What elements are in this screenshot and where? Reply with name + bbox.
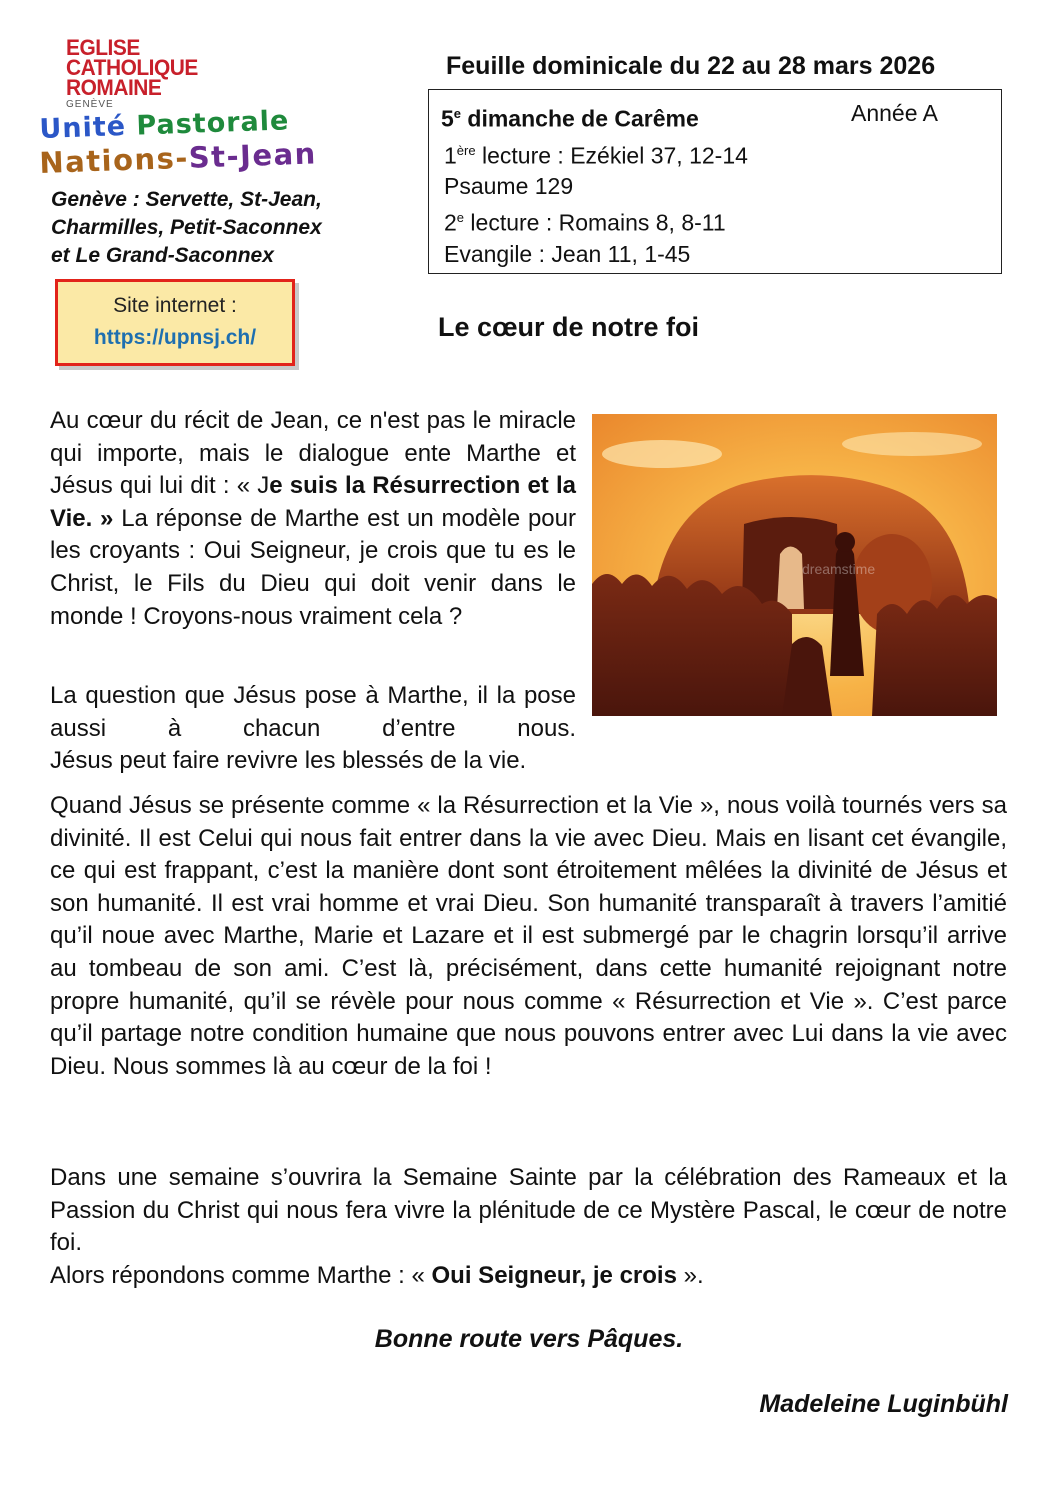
gospel: Evangile : Jean 11, 1-45 (444, 240, 691, 267)
logo-unit-word2: Pastorale (135, 105, 290, 142)
lazarus (777, 547, 804, 610)
p5-text-a: Alors répondons comme Marthe : « (50, 1262, 432, 1289)
closing-line: Bonne route vers Pâques. (374, 1325, 684, 1353)
sunday-num: 5 (441, 105, 454, 132)
logo-unit-word4: St-Jean (188, 136, 318, 175)
reading1-num: 1 (444, 142, 457, 169)
places-line1: Genève : Servette, St-Jean, (51, 188, 322, 211)
logo-unit-word3: Nations- (38, 140, 190, 180)
paragraph-1 (50, 405, 576, 633)
p1-text-b: La réponse de Marthe est un modèle pour les croyants : Oui Seigneur, je crois que tu es le Christ, le Fils du Dieu qui doit venir dans le monde ! Croyons-nous vraiment cela ? (50, 504, 576, 630)
paragraph-2 (50, 680, 576, 745)
paragraph-4 (50, 1162, 1007, 1260)
p1-text-a: Au cœur du récit de Jean, ce n'est pas le miracle qui importe, mais le dialogue ente Marthe et Jésus qui lui dit : « J (50, 407, 576, 500)
watermark: dreamstime (802, 561, 876, 577)
p5-bold: Oui Seigneur, je crois (431, 1262, 677, 1289)
reading-1 (441, 135, 1001, 172)
resurrection-illustration (592, 414, 997, 716)
p1-bold: e suis la Résurrection et la Vie. » (50, 472, 577, 532)
cloud (842, 432, 982, 456)
paragraph-3 (50, 790, 1007, 1083)
article-title: Le cœur de notre foi (438, 312, 700, 342)
psalm: Psaume 129 (444, 173, 574, 200)
places-line2: Charmilles, Petit-Saconnex (51, 216, 322, 239)
jesus-head (835, 532, 855, 552)
logo-unit-word1: Unité (38, 110, 127, 145)
sunday-row (441, 98, 1001, 135)
website-box (55, 279, 295, 366)
website-link[interactable]: https://upnsj.ch/ (93, 326, 257, 349)
signature: Madeleine Luginbühl (759, 1390, 1008, 1418)
church-logo (66, 35, 266, 111)
paragraph-2-end: Jésus peut faire revivre les blessés de la vie. (50, 747, 527, 774)
p4-text: Dans une semaine s’ouvrira la Semaine Sainte par la célébration des Rameaux et la Passion du Christ qui nous fera vivre la plénitude de ce Mystère Pascal, le cœur de notre foi. (50, 1164, 1007, 1257)
places-line3: et Le Grand-Saconnex (51, 244, 274, 267)
cloud (602, 440, 722, 468)
reading2-num: 2 (444, 209, 457, 236)
logo-church-line2: CATHOLIQUE (66, 55, 198, 80)
sheet-title: Feuille dominicale du 22 au 28 mars 2026 (446, 52, 936, 80)
logo-church-line1: EGLISE (66, 35, 140, 60)
reading1-sup: ère (456, 142, 476, 158)
p5-text-b: ». (676, 1262, 704, 1289)
crowd (872, 595, 997, 716)
liturgical-year: Année A (851, 100, 938, 126)
sunday-sup: e (453, 106, 462, 121)
logo-church-line3: ROMAINE (66, 75, 162, 100)
readings-box (428, 89, 1002, 274)
p2-text-a: La question que Jésus pose à Marthe, il la pose aussi à chacun d’entre nous. (50, 682, 576, 742)
paragraph-5 (50, 1260, 1007, 1293)
reading2-text: lecture : Romains 8, 8-11 (464, 209, 726, 236)
sunday-label: dimanche de Carême (461, 105, 699, 132)
reading1-text: lecture : Ezékiel 37, 12-14 (475, 142, 748, 169)
reading2-sup: e (456, 210, 465, 226)
parish-places (51, 186, 391, 270)
p3-text: Quand Jésus se présente comme « la Résurrection et la Vie », nous voilà tournés vers sa divinité. Il est Celui qui nous fait entrer dans la vie avec Dieu. Mais en lisant cet évangile, ce qui est frappant, c’est la manière dont sont étroitement mêlées la divinité de Jésus et son humanité. Il est vrai homme et vrai Dieu. Son humanité transparaît à travers l’amitié qu’il noue avec Marthe, Marie et Lazare et il est submergé par le chagrin lorsqu’il arrive au tombeau de son ami. C’est là, précisément, dans cette humanité rejoignant notre propre humanité, qu’il se révèle pour nous comme « Résurrection et Vie ». C’est parce qu’il partage notre condition humaine que nous pouvons entrer avec Lui dans la vie avec Dieu. Nous sommes là au cœur de la foi ! (50, 792, 1007, 1080)
logo-city: GENÈVE (66, 99, 114, 110)
reading-2 (441, 202, 1001, 239)
website-label: Site internet : (113, 294, 237, 317)
